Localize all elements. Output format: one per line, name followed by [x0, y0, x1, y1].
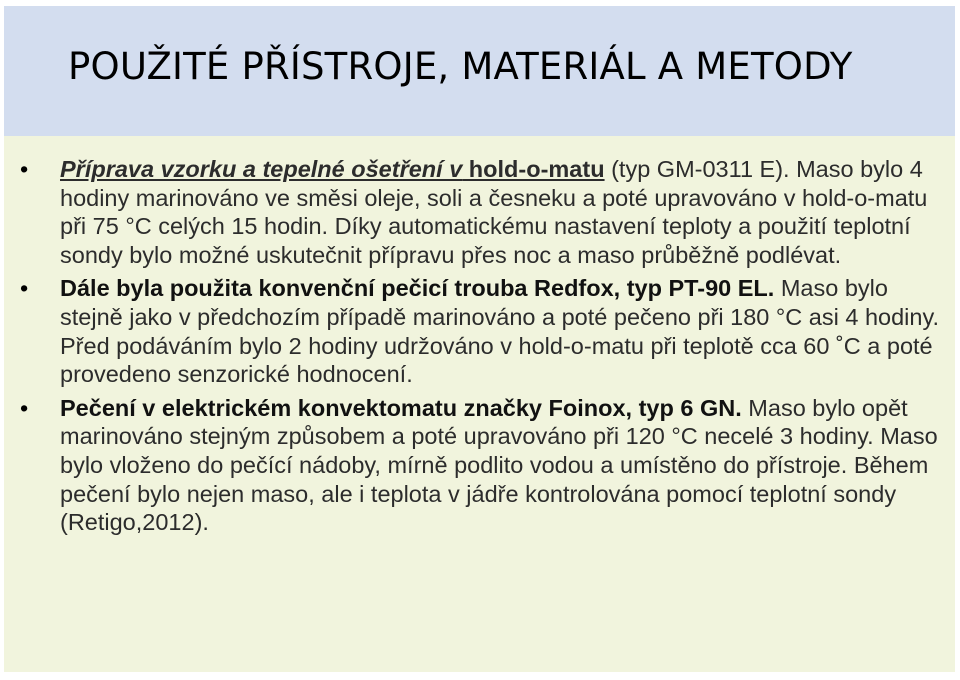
bullet-lead-bold: Dále byla použita konvenční pečicí trouba Redfox, typ PT-90 EL. [60, 275, 775, 302]
bullet-icon: • [20, 156, 29, 182]
bullet-icon: • [20, 275, 29, 302]
bullet-list [20, 155, 940, 542]
bullet-text: (typ GM-0311 E). Maso bylo 4 hodiny marinováno ve směsi oleje, soli a česneku a poté upravováno v hold-o-matu při 75 °C celých 15 hodin. Díky automatickému nastavení teploty a použití teplotní sondy bylo možné uskutečnit přípravu přes noc a maso průběžně podlévat. [60, 156, 928, 268]
bullet-text: Maso bylo opět marinováno stejným způsobem a poté upravováno při 120 °C necelé 3 hodiny. Maso bylo vloženo do pečící nádoby, mírně podlito vodou a umístěno do přístroje. Během pečení bylo nejen maso, ale i teplota v jádře kontrolována pomocí teplotní sondy (Retigo,2012). [60, 394, 938, 536]
bullet-icon: • [20, 394, 29, 421]
bullet-text: Maso bylo stejně jako v předchozím případě marinováno a poté pečeno při 180 °C asi 4 hodiny. Před podáváním bylo 2 hodiny udržováno v hold-o-matu při teplotě cca 60 ˚C a poté provedeno senzorické hodnocení. [60, 275, 939, 388]
list-item [20, 274, 940, 388]
bullet-lead-bold: hold-o-matu [462, 156, 605, 182]
list-item [20, 155, 940, 269]
slide-title: POUŽITÉ PŘÍSTROJE, MATERIÁL A METODY [68, 45, 853, 88]
bullet-lead-bold: Pečení v elektrickém konvektomatu značky Foinox, typ 6 GN. [60, 394, 742, 421]
bullet-lead-italic: Příprava vzorku a tepelné ošetření v [60, 156, 463, 182]
list-item [20, 394, 940, 537]
